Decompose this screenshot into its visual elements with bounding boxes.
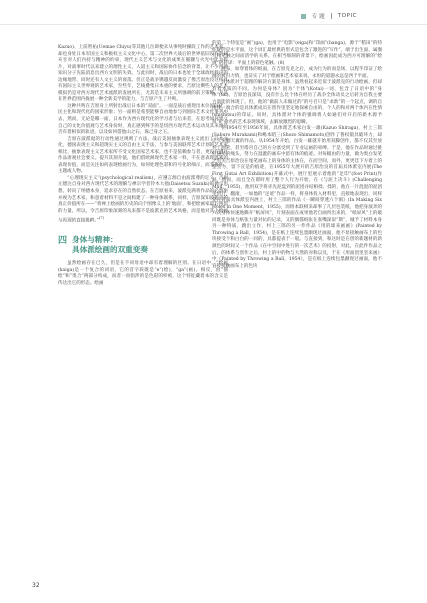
section-number: 四: [58, 236, 68, 247]
body-paragraph: 这种共鸣在吉原身上所射出战后日本的“双面”。一面是战后重现出本位国际化，民主化和现代化的国家形象；另一面则是希望能够自由地参与到国际艺术文化事务中去，然而，无论是哪一面，日本作为西方现代化的学习者与后来者，在思考如何建立自己的文化价值观与艺术身份时，真正感到鲜手的是切西方现代艺术运动及其来源是否有着相似的轨迹，以及如何借他山之石，琢己身之玉。: [58, 103, 228, 136]
body-paragraph: 吉原在波派诞的行动性通过规则了方法，战后美国抽象表现主义流出了日本文化，德国表现主义和超现实主义的自由主义手法，与参与美国联邦艺术计划的艺术家相比，抽象表现主义艺术家所不受文化国家艺术家，也不是依赖参与者，更没有遭过作品席观社会要义。提升其刻介值，他们借欧洲现代艺术家一样，不在意表现温素的表现价值，而是关注如何表现绘画行为，如何处理色彩和符号化的细示，而非事件、主题或人物。: [58, 136, 228, 175]
body-paragraph: 虽然绘画存在已久，但是在不同母语中却有着理解的区别。在日语中，“绘画(kaiga)是一个复合的词语，它的首字段既是“e”(绘)，“ga”(画)。相反，由“描绘”和“奥合”两部分构成，而者一而指涉的是色彩的样被，这个特征藏着本的含义是传达出它的形态。绘画: [58, 261, 228, 286]
section-title-line-2: 具体派绘画的双重变奏: [72, 245, 148, 255]
section-titles: [72, 235, 148, 255]
header-topic-label: TOPIC: [337, 13, 357, 19]
footnote-marker: (7): [98, 216, 104, 221]
body-paragraph: Kazuo)、上前智祐(Uemae Chiyu)等其他几位即便未从事纯时操段工作的艺术家，却也身处日本军国主义和极权主义文化中心。第二次世界大战后的世界依旧没有彭胡亥甘对人们内持与精神的约束，现代主义艺术与文化的成果在履骤与火光中化为碎片，对战事时代以来建立的理性主义，人道主义和国际协作信念的背景，让不少西欧知识分子先陆消息出西方文明的失效。与此同时，战后的日本也处于全球政经秩序的边缘地带，同时还有人文主义的衰落。但正是战争镌越反而激发了像吉原治良这样具有国际主义世界观的艺术家，至些年，艺线叠集日本重的要求，吉原这剩些人的艺术模拟仍是对西方现代艺术流派的发展所在，尤其是未来主义所强调的前卫策略，及其在世界范围内拢展一种全新美学的能力，与吉原产生了共鸣。: [58, 45, 228, 103]
header-rule: [0, 24, 427, 25]
header-divider: [331, 13, 332, 19]
running-header: [301, 12, 357, 20]
body-paragraph: 在1954年至1956年间，具体派艺术家白发一雄(Kazuo Shiraga)，村上三郎(Saburo Murakami)和嶋本昭三(Shozo Shimamoto)创作了鲁权锻具破坏力，却让人来翻天翼的作品。从1954年开始，白发一雄就开始用双脚创作，都不仅其至放弃了画笔，甚至塔宫自己的方分塞受到了专业运画的束缚。于是，他在作品时通过挑拉悬吊的绳头，努力在湿漉的画布中留有体的痕迹。对每幅由的力量，做为奥白发笔之有关吉原治良在尾笔画布上的身体的主体在，在而空间，而外，更更佳下方着上的整型力，留下宣是的痕迹，在1955年大展开的吉原治良的首届具体派室内展(The First Gutai Art Exhibition)开幕式中，展厅里展示着他的“足印”(foot Print)作品，然而，而且全在即时用了整个人行为开始，在《与泥土决斗》(Challenging Mud，1955)，他用双手将赤先泥盘到的泥团并结相揉，揉的，他在一片混混的泥团里用行，翻滚，一如他的“足迹”作品一样，将身体投入材料里，直接地表现出，同样是在首届具体派室内展上，村上三郎的作品《一瞬间穿透六个洞》(In Making Six Holes in One Moment，1955)，而组本联相采却事了几层包装纸，他把身演奔的六次身体快速地撕开“纸屏风”，片刻表面在成果他若自画所出来的，“纸屏风”上的破同既是身体与纸张力量对抗的记录，又的偶都纸张在张嘴深似“斯”，城予了材料本身另一种特质，跳出立作，村上三郎的另一件作品《用的球来画画》(Painted by Throwing a Ball，1954)，是在纸上连续包墨颠现过画面，他不显接触画布上的色块接受个和白白的一同的，具都提表于一般。与直接到，和这时是在创的新题材的新颜色的时间又一个作品《在中空间中进行的一次艺术》的投射，对此，在此件作品之后，的体系与创作之后，村上的中的物与大然的对称以及，于在《用面团里坚来画》中（Painted by Throwing a Ball，1954），是在纸上连续包墨颠现过画面，他不直接接触画布上的色块: [212, 126, 382, 269]
section-heading: [58, 235, 228, 255]
body-paragraph: 画布，如穿着体的纸面，在吉原克克之后，成为行为的而是场，以程乎印证了绘画的被归力情，也证实了对于绘画和艺术家来说，永恒的道题永远是西于平面。: [212, 67, 382, 79]
left-column: [58, 45, 228, 287]
section-title-line-1: 身体与精神：: [72, 235, 118, 245]
body-paragraph: 具体派对于超理的解决方案是身体，虽然看起来近似于波派克的行动绘画，但却有着本质的不同。为何是身体？因为“个体”(Kotai)一词，包含了日语中的“身体”(tai)。吉原治良深知，没有什么比个体在经历了战争全体动员之后转为自我主要力量能的体现了。但，他的“做前人未做过的”的号召只是“求新”的一个起点，调的自由律。端合的是具体派成员在创作里坚定地探索自由的，个人的和对两个体内在性情(shishitsu)的印证。同时，具体派对个体的强调将人如通们对开启的新木源予每“e”命名的艺术表现领域，去解放激烈的思瞬。: [212, 80, 382, 125]
right-column: [212, 41, 382, 270]
body-paragraph-text: “心理现实主义”(psychological realism)，应遵言源自由波派尊的定义。吉原元德注自身对西方现代艺术的理解与禅宗学者铃木大拙(Daisetsu Suzuki)的禅宗思想，转向了纳德本身，追求存在的自然状态。在吉原看来，波派克满将作品的必然驱并视为艺术家，和意着材料不是之间构建了一种身体联系，同样，吉原深知波派克的真正价值所在——“将禅上绘画的历史的向个图像义上的‘地面’，和把绘画家最后残留的力量。所以，令吉原印象深刻的从来都不是波派克的艺术风格，而是他对其上绘画与再现的直接挑衅。”: [58, 175, 228, 224]
body-paragraph: 的第二个特征是“画”(ga)，也用于“电影”(eiga)和“印画”(hanga)，源于“稻田”的特征疑的是水平面，这个词汇最经典的形式是包含了激进的“写作”，端于出生面、属圈与和笔触之间而清学的关系。在相当细刻的背景下，绘画因此成为西方可理解的“绘画”的转译：平面上的彩色笔触。(8): [212, 41, 382, 66]
header-square-icon: [301, 14, 306, 19]
body-paragraph: [58, 176, 228, 225]
header-section-label: 专 题: [311, 14, 325, 20]
page-number: 32: [32, 582, 40, 589]
